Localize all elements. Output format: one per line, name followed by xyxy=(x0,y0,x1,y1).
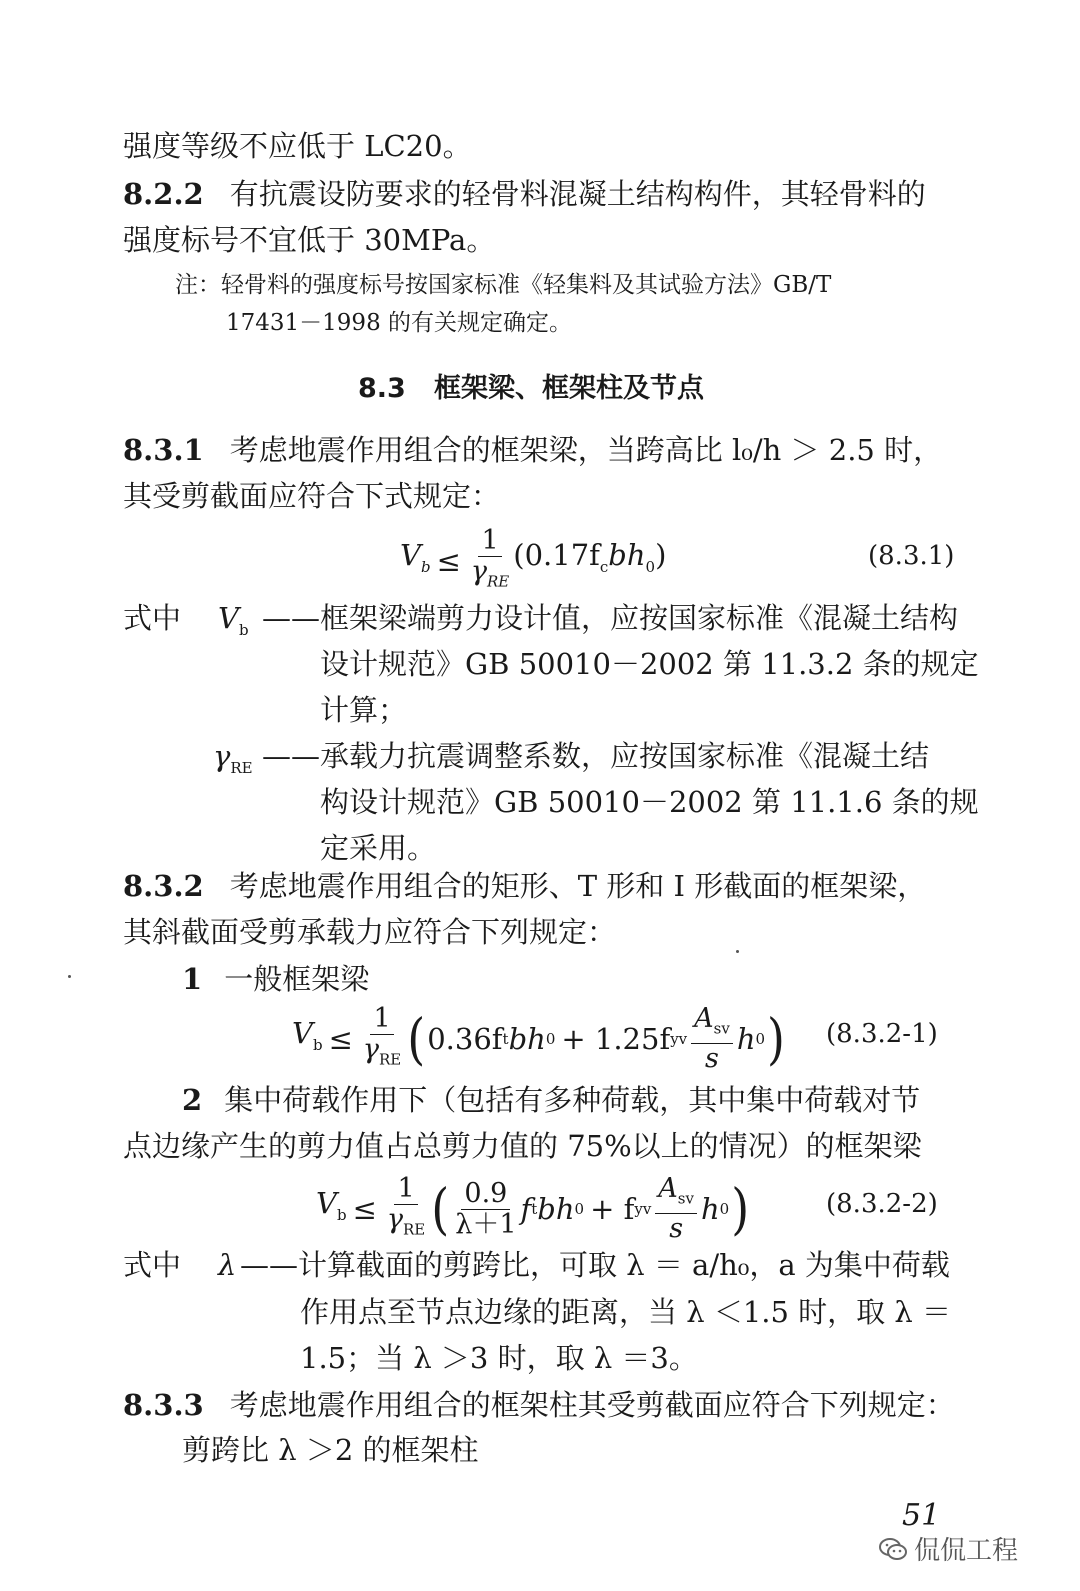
equation-8-3-2-2: $V_b$ ≤ $\frac{1}{\gamma_{RE}}$ ( $\frac{0.9}{\lambda+1}$ f t bh 0 + f yv $\frac{A_{sv}}{s}$ h 0 ) xyxy=(316,1173,750,1245)
definition-line: 定采用。 xyxy=(320,831,437,865)
clause-8-2-2 xyxy=(123,172,926,216)
eq-fraction: $\frac{1}{\gamma_{RE}}$ xyxy=(470,525,510,591)
scan-speck xyxy=(68,975,71,978)
clause-8-3-1 xyxy=(123,428,942,472)
clause-text: 考虑地震作用组合的框架柱其受剪截面应符合下列规定： xyxy=(229,1388,955,1422)
page-number: 51 xyxy=(902,1498,941,1533)
list-item: 1 一般框架梁 xyxy=(182,962,370,996)
note-line: 注：轻骨料的强度标号按国家标准《轻集料及其试验方法》GB/T xyxy=(175,272,832,298)
definition-line: 计算； xyxy=(320,693,408,727)
clause-number: 8.3.2 xyxy=(123,869,204,903)
clause-text: 考虑地震作用组合的框架梁，当跨高比 l₀/h ＞ 2.5 时， xyxy=(229,433,943,467)
section-heading xyxy=(358,366,704,405)
equation-8-3-2-1: $V_b$ ≤ $\frac{1}{\gamma_{RE}}$ ( 0.36f t bh 0 + 1.25f yv $\frac{A_{sv}}{s}$ h 0 ) xyxy=(292,1003,785,1075)
equation-number: (8.3.1) xyxy=(868,541,955,571)
where-label: 式中 xyxy=(123,1248,182,1282)
paragraph-line: 强度等级不应低于 LC20。 xyxy=(123,129,472,163)
clause-8-3-3 xyxy=(123,1383,955,1427)
definition-line: ——承载力抗震调整系数，应按国家标准《混凝土结 xyxy=(262,739,930,773)
symbol: λ xyxy=(218,1248,237,1282)
clause-text-line: 其斜截面受剪承载力应符合下列规定： xyxy=(123,915,617,949)
definition-line: 1.5；当 λ ＞3 时，取 λ ＝3。 xyxy=(300,1341,698,1375)
where-label: 式中 xyxy=(123,601,182,635)
clause-number: 8.2.2 xyxy=(123,177,204,211)
definition-line: 作用点至节点边缘的距离，当 λ ＜1.5 时，取 λ ＝ xyxy=(300,1295,951,1329)
clause-number: 8.3.1 xyxy=(123,433,204,467)
watermark xyxy=(878,1530,1018,1567)
definition-line: 构设计规范》GB 50010－2002 第 11.1.6 条的规 xyxy=(320,785,979,819)
note-line: 17431－1998 的有关规定确定。 xyxy=(226,310,573,336)
clause-text: 有抗震设防要求的轻骨料混凝土结构构件，其轻骨料的 xyxy=(229,177,926,211)
symbol: $V_b$ xyxy=(218,601,249,639)
section-title: 框架梁、框架柱及节点 xyxy=(434,373,705,404)
equation-number: (8.3.2-1) xyxy=(826,1019,938,1049)
symbol: $\gamma_{RE}$ xyxy=(213,739,253,777)
watermark-text: 侃侃工程 xyxy=(914,1536,1019,1566)
clause-text-line: 剪跨比 λ ＞2 的框架柱 xyxy=(182,1433,479,1467)
eq-body: $(0.17f_cbh_0)$ xyxy=(513,538,667,577)
clause-text-line: 强度标号不宜低于 30MPa。 xyxy=(123,223,496,257)
wechat-icon xyxy=(878,1536,908,1562)
definition-line: 设计规范》GB 50010－2002 第 11.3.2 条的规定 xyxy=(320,647,979,681)
clause-text-line: 其受剪截面应符合下式规定： xyxy=(123,479,501,513)
list-item: 2 集中荷载作用下（包括有多种荷载，其中集中荷载对节 xyxy=(182,1083,921,1117)
definition-line: ——框架梁端剪力设计值，应按国家标准《混凝土结构 xyxy=(262,601,959,635)
definition-line: ——计算截面的剪跨比，可取 λ ＝ a/h₀，a 为集中荷载 xyxy=(240,1248,950,1282)
eq-relation: ≤ xyxy=(436,544,461,579)
clause-8-3-2 xyxy=(123,864,926,908)
equation-number: (8.3.2-2) xyxy=(826,1189,938,1219)
clause-number: 8.3.3 xyxy=(123,1388,204,1422)
equation-8-3-1 xyxy=(400,526,666,596)
scan-speck xyxy=(736,950,739,953)
clause-text: 考虑地震作用组合的矩形、T 形和 I 形截面的框架梁， xyxy=(229,869,927,903)
eq-lhs: $V_b$ xyxy=(400,538,431,577)
section-number: 8.3 xyxy=(358,373,406,404)
list-item-line: 点边缘产生的剪力值占总剪力值的 75%以上的情况）的框架梁 xyxy=(123,1129,922,1163)
